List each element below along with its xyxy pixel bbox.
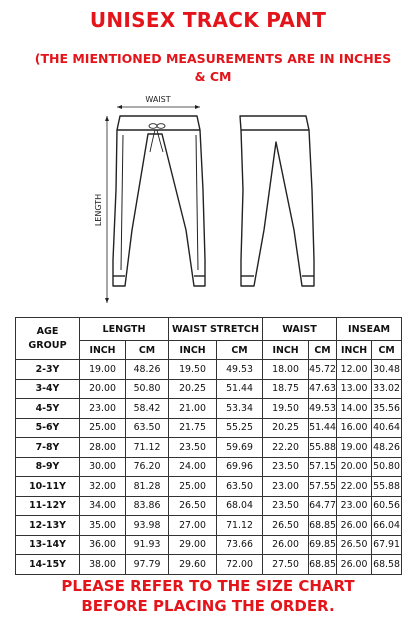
unit-inch-header: INCH [80, 341, 126, 360]
unit-cm-header: CM [126, 341, 169, 360]
waist-stretch-inch-cell: 21.75 [169, 418, 217, 438]
waist-stretch-inch-cell: 25.00 [169, 477, 217, 497]
waist-inch-cell: 18.00 [263, 360, 309, 380]
table-row [16, 555, 402, 575]
table-row [16, 379, 402, 399]
waist-inch-cell: 27.50 [263, 555, 309, 575]
age-group-header [16, 318, 80, 360]
table-row [16, 496, 402, 516]
unit-inch-header: INCH [169, 341, 217, 360]
waist-inch-cell: 19.50 [263, 399, 309, 419]
inseam-inch-cell: 20.00 [337, 457, 372, 477]
age-cell: 2-3Y [16, 360, 80, 380]
length-inch-cell: 19.00 [80, 360, 126, 380]
waist-stretch-cm-cell: 59.69 [217, 438, 263, 458]
table-row [16, 399, 402, 419]
waist-stretch-inch-cell: 29.60 [169, 555, 217, 575]
size-table-body [16, 360, 402, 575]
length-inch-cell: 20.00 [80, 379, 126, 399]
waist-cm-cell: 68.85 [309, 516, 337, 536]
length-inch-cell: 38.00 [80, 555, 126, 575]
length-inch-cell: 36.00 [80, 535, 126, 555]
inseam-cm-cell: 66.04 [372, 516, 402, 536]
waist-stretch-inch-cell: 26.50 [169, 496, 217, 516]
order-notice [0, 576, 416, 616]
inseam-inch-cell: 26.00 [337, 516, 372, 536]
waist-inch-cell: 23.00 [263, 477, 309, 497]
age-cell: 5-6Y [16, 418, 80, 438]
unit-cm-header: CM [217, 341, 263, 360]
waist-cm-cell: 68.85 [309, 555, 337, 575]
order-notice-line2: BEFORE PLACING THE ORDER. [81, 597, 335, 615]
table-row [16, 535, 402, 555]
inseam-cm-cell: 48.26 [372, 438, 402, 458]
length-inch-cell: 30.00 [80, 457, 126, 477]
inseam-header: INSEAM [337, 318, 402, 341]
table-row [16, 360, 402, 380]
table-header-row [16, 318, 402, 341]
waist-stretch-inch-cell: 23.50 [169, 438, 217, 458]
waist-inch-cell: 23.50 [263, 457, 309, 477]
waist-cm-cell: 64.77 [309, 496, 337, 516]
inseam-cm-cell: 67.91 [372, 535, 402, 555]
age-cell: 8-9Y [16, 457, 80, 477]
inseam-inch-cell: 26.50 [337, 535, 372, 555]
length-cm-cell: 97.79 [126, 555, 169, 575]
page-title: UNISEX TRACK PANT [89, 8, 327, 32]
age-cell: 11-12Y [16, 496, 80, 516]
inseam-cm-cell: 60.56 [372, 496, 402, 516]
inseam-inch-cell: 22.00 [337, 477, 372, 497]
length-inch-cell: 34.00 [80, 496, 126, 516]
inseam-cm-cell: 55.88 [372, 477, 402, 497]
table-row [16, 516, 402, 536]
size-table-container [15, 317, 401, 575]
age-cell: 3-4Y [16, 379, 80, 399]
age-cell: 7-8Y [16, 438, 80, 458]
inseam-inch-cell: 14.00 [337, 399, 372, 419]
waist-stretch-cm-cell: 68.04 [217, 496, 263, 516]
length-cm-cell: 76.20 [126, 457, 169, 477]
waist-stretch-cm-cell: 73.66 [217, 535, 263, 555]
waist-stretch-cm-cell: 71.12 [217, 516, 263, 536]
waist-stretch-cm-cell: 55.25 [217, 418, 263, 438]
length-inch-cell: 35.00 [80, 516, 126, 536]
waist-stretch-cm-cell: 72.00 [217, 555, 263, 575]
size-table [15, 317, 402, 575]
length-inch-cell: 28.00 [80, 438, 126, 458]
inseam-inch-cell: 23.00 [337, 496, 372, 516]
length-cm-cell: 83.86 [126, 496, 169, 516]
length-inch-cell: 25.00 [80, 418, 126, 438]
inseam-inch-cell: 13.00 [337, 379, 372, 399]
inseam-cm-cell: 68.58 [372, 555, 402, 575]
table-row [16, 438, 402, 458]
length-label: LENGTH [94, 193, 103, 227]
unit-inch-header: INCH [263, 341, 309, 360]
inseam-cm-cell: 35.56 [372, 399, 402, 419]
waist-stretch-cm-cell: 51.44 [217, 379, 263, 399]
inseam-cm-cell: 33.02 [372, 379, 402, 399]
age-cell: 13-14Y [16, 535, 80, 555]
table-row [16, 477, 402, 497]
inseam-inch-cell: 19.00 [337, 438, 372, 458]
length-cm-cell: 63.50 [126, 418, 169, 438]
age-header-line1: AGE [36, 326, 59, 337]
waist-stretch-inch-cell: 20.25 [169, 379, 217, 399]
back-pant-drawing [240, 116, 314, 286]
table-row [16, 418, 402, 438]
waist-stretch-cm-cell: 49.53 [217, 360, 263, 380]
age-cell: 10-11Y [16, 477, 80, 497]
track-pant-diagram [0, 90, 416, 315]
waist-inch-cell: 18.75 [263, 379, 309, 399]
unit-cm-header: CM [372, 341, 402, 360]
length-header: LENGTH [80, 318, 169, 341]
waist-stretch-inch-cell: 29.00 [169, 535, 217, 555]
inseam-inch-cell: 16.00 [337, 418, 372, 438]
waist-stretch-cm-cell: 53.34 [217, 399, 263, 419]
waist-cm-cell: 49.53 [309, 399, 337, 419]
waist-cm-cell: 57.55 [309, 477, 337, 497]
age-cell: 14-15Y [16, 555, 80, 575]
length-inch-cell: 23.00 [80, 399, 126, 419]
waist-stretch-inch-cell: 21.00 [169, 399, 217, 419]
waist-dimension [117, 95, 200, 109]
age-header-line2: GROUP [28, 340, 67, 351]
inseam-cm-cell: 50.80 [372, 457, 402, 477]
unit-inch-header: INCH [337, 341, 372, 360]
waist-cm-cell: 47.63 [309, 379, 337, 399]
waist-cm-cell: 55.88 [309, 438, 337, 458]
unit-cm-header: CM [309, 341, 337, 360]
table-row [16, 457, 402, 477]
age-cell: 4-5Y [16, 399, 80, 419]
waist-cm-cell: 69.85 [309, 535, 337, 555]
waist-label: WAIST [145, 95, 171, 104]
length-cm-cell: 81.28 [126, 477, 169, 497]
length-cm-cell: 48.26 [126, 360, 169, 380]
waist-stretch-inch-cell: 27.00 [169, 516, 217, 536]
waist-stretch-header: WAIST STRETCH [169, 318, 263, 341]
waist-cm-cell: 57.15 [309, 457, 337, 477]
length-cm-cell: 58.42 [126, 399, 169, 419]
waist-cm-cell: 45.72 [309, 360, 337, 380]
inseam-cm-cell: 40.64 [372, 418, 402, 438]
inseam-cm-cell: 30.48 [372, 360, 402, 380]
page-subtitle: (THE MIENTIONED MEASUREMENTS ARE IN INCHES & CM [34, 51, 392, 84]
waist-inch-cell: 26.50 [263, 516, 309, 536]
order-notice-line1: PLEASE REFER TO THE SIZE CHART [61, 577, 355, 595]
length-dimension [94, 116, 109, 303]
waist-inch-cell: 20.25 [263, 418, 309, 438]
age-cell: 12-13Y [16, 516, 80, 536]
length-cm-cell: 50.80 [126, 379, 169, 399]
waist-stretch-cm-cell: 69.96 [217, 457, 263, 477]
waist-inch-cell: 22.20 [263, 438, 309, 458]
waist-cm-cell: 51.44 [309, 418, 337, 438]
length-cm-cell: 91.93 [126, 535, 169, 555]
length-inch-cell: 32.00 [80, 477, 126, 497]
inseam-inch-cell: 26.00 [337, 555, 372, 575]
waist-stretch-inch-cell: 24.00 [169, 457, 217, 477]
front-pant-drawing [113, 116, 205, 286]
inseam-inch-cell: 12.00 [337, 360, 372, 380]
waist-stretch-inch-cell: 19.50 [169, 360, 217, 380]
waist-stretch-cm-cell: 63.50 [217, 477, 263, 497]
length-cm-cell: 93.98 [126, 516, 169, 536]
waist-inch-cell: 23.50 [263, 496, 309, 516]
waist-header: WAIST [263, 318, 337, 341]
length-cm-cell: 71.12 [126, 438, 169, 458]
waist-inch-cell: 26.00 [263, 535, 309, 555]
